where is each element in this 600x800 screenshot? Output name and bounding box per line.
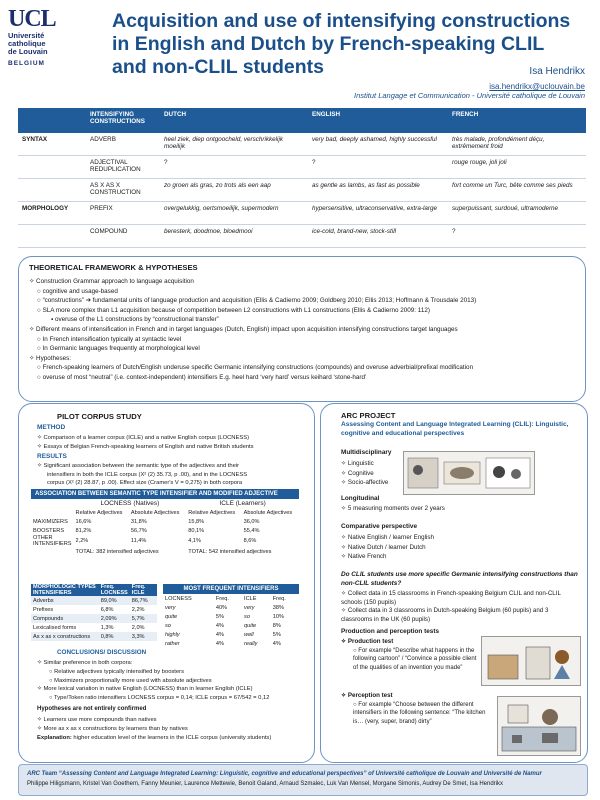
intensifying-constructions-table [18,108,586,248]
association-table: ASSOCIATION BETWEEN SEMANTIC TYPE INTENSIFIER AND MODIFIED ADJECTIVE LOCNESS (Natives) ICLE (Learners) Relative Adjectives Absolute Adjectives Relative Adjectives Absolute Adjectives MAXIMIZERS 16,6% 31,8% 15,8% 36,0% BOOSTERS 81,2% 56,7% 80,1% 55,4% OTHER INTENSIFIERS 2,2% 11,4% 4,1% 8,6% TOTAL: 382 intensified adjectives TOTAL: 542 intensified adjectives [31,489,299,556]
logo-country: BELGIUM [8,60,45,67]
institute-name: Institut Langage et Communication - Université catholique de Louvain [354,91,585,100]
table-row: so 4% quite 8% [165,622,281,629]
table-row: quite 5% so 10% [165,613,284,620]
multidisciplinary-heading: Multidisciplinary [341,449,392,456]
theory-section: THEORETICAL FRAMEWORK & HYPOTHESES ✧ Construction Grammar approach to language acquisition ○ cognitive and usage-based ○ “constructions” ➔ fundamental units of language production and acquisition (Ellis & Cadierno 2009; Goldberg 2010; Ellis 2013; Hoffmann & Trousdale 2013) ○ SLA more complex than L1 acquisition because of competition between L2 constructions with L1 constructions (Ellis & Cadierno 2009: 112) ▪ overuse of the L1 constructions by “constructional transfer” ✧ Different means of intensification in French and in target languages (Dutch, English) impact upon acquisition intensifying constructions target languages ○ In French intensification typically at syntactic level ○ In Germanic languages frequently at morphological level ✧ Hypotheses: ○ French-speaking learners of Dutch/English underuse specific Germanic intensifying constructions (compounds) and overuse adverbial/prefixal modification ○ overuse of most “neutral” (i.e. context-independent) intensifiers E.g. heel hard ‘very hard’ versus keihard ‘stone-hard’ [18,256,586,402]
logo-ucl-text: UCL [8,6,56,32]
footer-members-line: Philippe Hiligsmann, Kristel Van Goethem, Fanny Meunier, Laurence Mettewie, Benoit Galand, Arnaud Szmalec, Luk Van Mensel, Morgane Simonis, Audrey De Smet, Isa Hendrikx [27,781,504,787]
perception-test-heading: ✧ Perception test [341,692,393,699]
pilot-study-section: PILOT CORPUS STUDY METHOD ✧ Comparison of a learner corpus (ICLE) and a native English corpus (LOCNESS) ✧ Essays of Belgian French-speaking learners of English and native British students RESULTS ✧ Significant association between the semantic type of the adjectives and their intensifiers in both the ICLE corpus (X² (2) 35.73, p .00), and in the LOCNESS corpus (X² (2) 28.87, p .00). Effect size (Cramer's V = 0,275) in both corpora ASSOCIATION BETWEEN SEMANTIC TYPE INTENSIFIER AND MODIFIED ADJECTIVE LOCNESS (Natives) ICLE (Learners) Relative Adjectives Absolute Adjectives Relative Adjectives Absolute Adjectives MAXIMIZERS 16,6% 31,8% 15,8% 36,0% BOOSTERS 81,2% 56,7% 80,1% 55,4% OTHER INTENSIFIERS 2,2% 11,4% 4,1% 8,6% TOTAL: 382 intensified adjectives TOTAL: 542 intensified adjectives MORPHOLOGIC TYPES INTENSIFIERS Freq. LOCNESS Freq. ICLE Adverbs 89,0% 86,7% Prefixes 6,8% 2,2% Compounds 2,09% 5,7% Lexicalised forms 1,3% 2,0% As x as x constructions 0,8% 3,3% MOST FREQUENT INTENSIFIERS LOCNESS Freq. ICLE Freq. very 40% very 38% quite 5% so 10% so 4% quite 8% highly 4% well 5% rather 4% really 4% CONCLUSIONS/ DISCUSSION ✧ Similar preference in both corpora: ○ Relative adjectives typically intensified by boosters ○ Maximizers proportionally more used with absolute adjectives ✧ More lexical variation in native English (LOCNESS) than in learner English (ICLE) ○ Type/Token ratio intensifiers LOCNESS corpus = 0,14; ICLE corpus = 67/542 = 0,12 Hypotheses are not entirely confirmed ✧ Learners use more compounds than natives ✧ More as x as x constructions by learners than by natives Explanation: higher education level of the learners in the ICLE corpus (university students) [18,403,315,763]
locness-group-label: LOCNESS (Natives) [100,500,160,507]
table-row: SYNTAX ADVERB heel ziek, diep ontgoocheld, verschrikkelijk moeilijk very bad, deeply ashamed, highly successful très malade, profondément déçu, extrêmement froid [18,133,586,156]
table-row: Prefixes 6,8% 2,2% [33,606,145,613]
conclusion-line: Type/Token ratio intensifiers LOCNESS corpus = 0,14; ICLE corpus = 67/542 = 0,12 [54,695,270,702]
logo-line1: Université [8,31,45,40]
hypothesis-line: ✧ Learners use more compounds than natives [37,717,157,723]
footer [18,764,588,796]
classroom-illustration [403,451,535,495]
method-line: ✧ Essays of Belgian French-speaking learners of English and native British students [37,443,254,450]
table-row: Adverbs 89,0% 86,7% [31,596,157,605]
table-row: COMPOUND beresterk, doodmoe, bloedmooi ice-cold, brand-new, stock-still ? [18,225,586,248]
poster-title: Acquisition and use of intensifying constructions in English and Dutch by French-speaking CLIL and non-CLIL students [112,10,571,78]
author-name: Isa Hendrikx [529,66,585,77]
research-question: Do CLIL students use more specific Germanic intensifying constructions than non-CLIL students? [341,571,578,587]
table-row: BOOSTERS 81,2% 56,7% 80,1% 55,4% [33,527,260,534]
arc-title: ARC PROJECT [341,411,396,420]
results-line: corpus (X² (2) 28.87, p .00). Effect size (Cramer's V = 0,275) in both corpora [47,480,243,486]
arc-project-section: ARC PROJECT Assessing Content and Language Integrated Learning (CLIL): Linguistic, cognitive and educational perspectives Multidisciplinary ✧ Linguistic ✧ Cognitive ✧ Socio-affective Longitudinal ✧ 5 measuring moments over 2 years Comparative perspective ✧ Native English / learner English ✧ Native Dutch / learner Dutch ✧ Native French Do CLIL students use more specific Germanic intensifying constructions than non-CLIL students? ✧ Collect data in 15 classrooms in French-speaking Belgium CLIL and non-CLIL schools (150 pupils) ✧ Collect data in 3 classrooms in Dutch-speaking Belgium (60 pupils) and 3 classrooms in the UK (60 pupils) Production and perception tests ✧ Production test ○ For example “Describe what happens in the following cartoon” / “Convince a possible client of the qualities of an invention you made” ✧ Perception test ○ For example “Choose between the different intensifiers in the following sentence: “The kitchen is… (very, super, brand) dirty” [320,403,588,763]
longitudinal-item: ✧ 5 measuring moments over 2 years [341,505,445,512]
question-item: ✧ Collect data in 3 classrooms in Dutch-speaking Belgium (60 pupils) and 3 classrooms in the UK (60 pupils) [341,607,549,623]
logo-line3: de Louvain [8,47,48,56]
theory-line: ✧ Hypotheses: [29,354,72,362]
method-heading: METHOD [37,424,66,431]
table-row: ADJECTIVAL REDUPLICATION ? ? rouge rouge, joli joli [18,156,586,179]
production-example: For example “Describe what happens in the following cartoon” / “Convince a possible client of the qualities of an invention you made” [353,648,477,671]
comparative-heading: Comparative perspective [341,523,418,530]
theory-line: In French intensification typically at syntactic level [42,335,182,343]
most-frequent-title: MOST FREQUENT INTENSIFIERS [163,584,299,594]
comparative-item: ✧ Native Dutch / learner Dutch [341,543,426,551]
results-line: intensifiers in both the ICLE corpus (X² (2) 35.73, p .00), and in the LOCNESS [47,471,248,478]
conclusion-line: Maximizers proportionally more used with absolute adjectives [54,677,212,684]
comparative-item: ✧ Native English / learner English [341,534,434,541]
pilot-title: PILOT CORPUS STUDY [57,412,142,421]
table-row: MORPHOLOGY PREFIX overgelukkig, oertsmoeilijk, supermodern hypersensitive, ultraconservative, extra-large superpuissant, surdoué, ultramoderne [18,202,586,225]
theory-line: overuse of most “neutral” (i.e. context-independent) intensifiers E.g. heel hard ‘very hard’ versus keihard ‘stone-hard’ [42,373,367,381]
theory-line: “constructions” ➔ fundamental units of language production and acquisition (Ellis & Cadierno 2009; Goldberg 2010; Ellis 2013; Hoffmann & Trousdale 2013) [42,297,477,305]
multi-item: ✧ Cognitive [341,469,374,477]
theory-line: ✧ Different means of intensification in French and in target languages (Dutch, English) impact upon acquisition intensifying constructions target languages [29,325,458,333]
most-frequent-table: MOST FREQUENT INTENSIFIERS LOCNESS Freq. ICLE Freq. very 40% very 38% quite 5% so 10% so 4% quite 8% highly 4% well 5% rather 4% really 4% [163,584,299,648]
morphologic-types-table: MORPHOLOGIC TYPES INTENSIFIERS Freq. LOCNESS Freq. ICLE Adverbs 89,0% 86,7% Prefixes 6,8% 2,2% Compounds 2,09% 5,7% Lexicalised forms 1,3% 2,0% As x as x constructions 0,8% 3,3% [31,584,157,641]
table-row: highly 4% well 5% [165,631,281,638]
table-header-constructions: INTENSIFYING CONSTRUCTIONS [86,108,160,133]
theory-line: overuse of the L1 constructions by “constructional transfer” [54,316,219,324]
ucl-logo [8,8,68,72]
multi-item: ✧ Socio-affective [341,479,389,486]
theory-line: French-speaking learners of Dutch/English underuse specific Germanic intensifying constructions (compounds) and overuse adverbial/prefixal modification [42,364,474,372]
conclusion-line: Relative adjectives typically intensified by boosters [54,668,184,675]
explanation-text: higher education level of the learners in the ICLE corpus (university students) [73,734,272,741]
theory-line: In Germanic languages frequently at morphological level [42,345,200,353]
method-line: ✧ Comparison of a learner corpus (ICLE) and a native English corpus (LOCNESS) [37,435,250,441]
hypotheses-heading: Hypotheses are not entirely confirmed [37,706,147,712]
tests-heading: Production and perception tests [341,628,440,635]
theory-line: cognitive and usage-based [42,287,118,295]
kitchen-icon [498,697,580,755]
conclusion-line: ✧ More lexical variation in native English (LOCNESS) than in learner English (ICLE) [37,686,253,693]
icle-group-label: ICLE (Learners) [219,500,266,507]
conclusion-line: ✧ Similar preference in both corpora: [37,660,133,666]
logo-line2: catholique [8,39,46,48]
table-row: MAXIMIZERS 16,6% 31,8% 15,8% 36,0% [33,518,260,525]
arc-subtitle: Assessing Content and Language Integrated Learning (CLIL): Linguistic, cognitive and educational perspectives [341,421,569,437]
question-item: ✧ Collect data in 15 classrooms in French-speaking Belgium CLIL and non-CLIL schools (150 pupils) [341,590,561,606]
perception-example: For example “Choose between the different intensifiers in the following sentence: “The kitchen is… (very, super, brand) dirty” [353,702,486,725]
theory-title: THEORETICAL FRAMEWORK & HYPOTHESES [29,263,198,272]
author-email-link[interactable]: isa.hendrikx@uclouvain.be [489,82,585,91]
table-row: Lexicalised forms 1,3% 2,0% [33,624,145,631]
table-row: Compounds 2,09% 5,7% [31,614,157,623]
longitudinal-heading: Longitudinal [341,495,380,502]
table-row: rather 4% really 4% [165,640,281,647]
icle-total: TOTAL: 542 intensified adjectives [188,548,272,555]
theory-line: SLA more complex than L1 acquisition because of competition between L2 constructions with L1 constructions (Ellis & Cadierno 2009: 112) [42,306,430,314]
table-row: AS X AS X CONSTRUCTION zo groen als gras, zo trots als een aap as gentle as lambs, as fast as possible fort comme un Turc, bête comme ses pieds [18,179,586,202]
kitchen-illustration [497,696,581,756]
table-row: very 40% very 38% [165,604,284,611]
table-header-french: FRENCH [448,108,586,133]
conclusions-heading: CONCLUSIONS/ DISCUSSION [57,649,147,656]
footer-team-line: ARC Team “Assessing Content and Language Integrated Learning: Linguistic, cognitive and educational perspectives” of Université catholique de Louvain and Université de Namur [27,771,542,777]
results-line: ✧ Significant association between the semantic type of the adjectives and their [37,463,240,469]
comparative-item: ✧ Native French [341,553,387,560]
association-table-title: ASSOCIATION BETWEEN SEMANTIC TYPE INTENSIFIER AND MODIFIED ADJECTIVE [31,489,299,499]
table-row: OTHER INTENSIFIERS 2,2% 11,4% 4,1% 8,6% [33,535,257,547]
production-test-heading: ✧ Production test [341,638,394,645]
cartoon-icon [482,637,580,685]
table-header-english: ENGLISH [308,108,448,133]
results-heading: RESULTS [37,453,67,460]
table-header-dutch: DUTCH [160,108,308,133]
table-row: As x as x constructions 0,8% 3,3% [31,632,157,641]
explanation-label: Explanation: [37,734,72,741]
hypothesis-line: ✧ More as x as x constructions by learners than by natives [37,725,188,732]
cartoon-illustration [481,636,581,686]
multi-item: ✧ Linguistic [341,460,374,467]
table-header-empty [18,108,86,133]
theory-line: ✧ Construction Grammar approach to language acquisition [29,278,194,285]
illustration-icon [404,452,534,494]
locness-total: TOTAL: 382 intensified adjectives [75,548,159,555]
